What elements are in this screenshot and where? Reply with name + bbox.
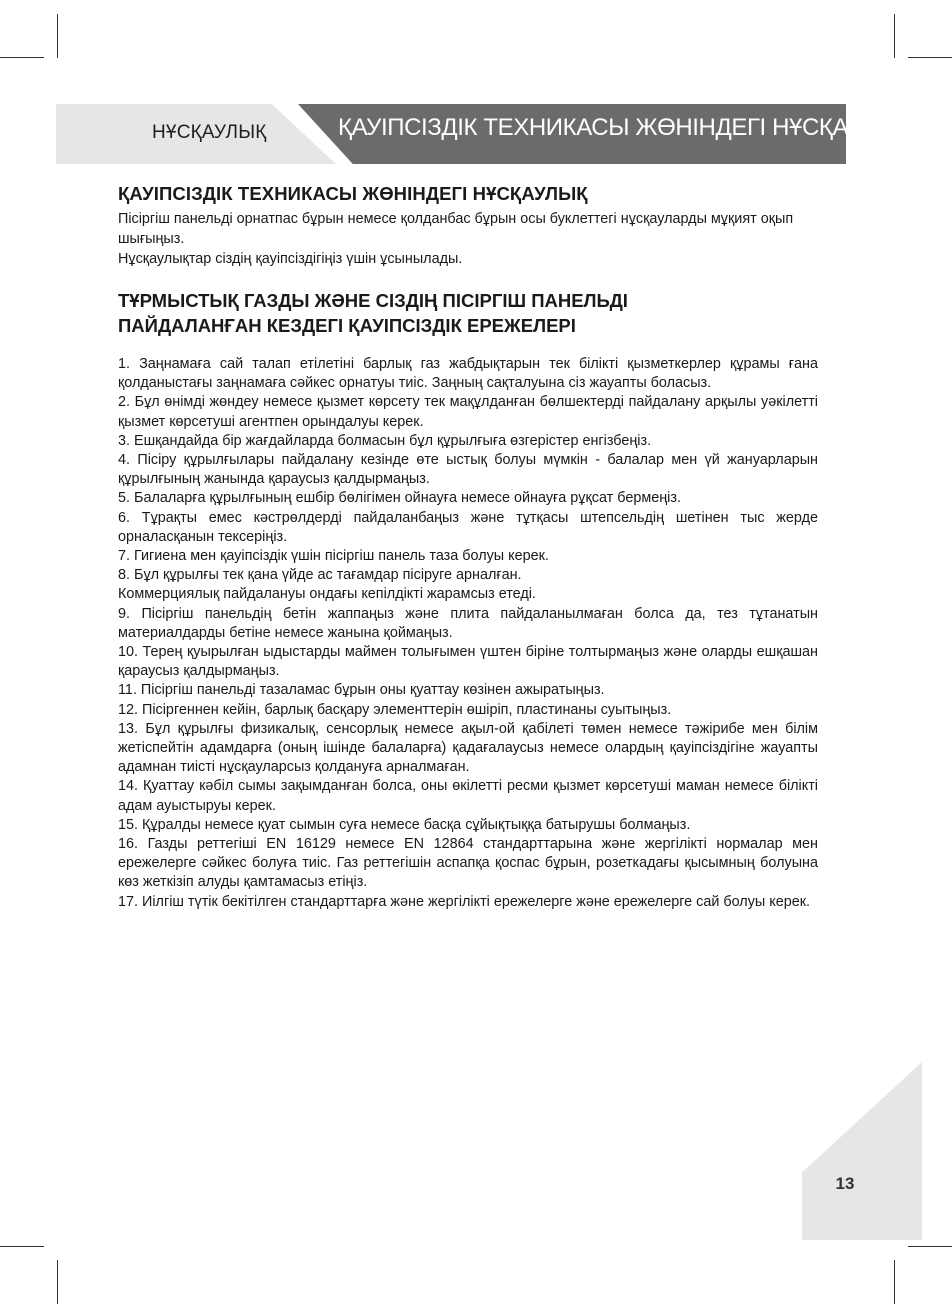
rules-heading-line: ТҰРМЫСТЫҚ ГАЗДЫ ЖӘНЕ СІЗДІҢ ПІСІРГІШ ПАНЕЛЬДІ xyxy=(118,290,628,311)
rule-item: 17. Иілгіш түтік бекітілген стандарттарға және жергілікті ережелерге және ережелерге сай болуы керек. xyxy=(118,893,810,910)
rules-heading-line: ПАЙДАЛАНҒАН КЕЗДЕГІ ҚАУІПСІЗДІК ЕРЕЖЕЛЕРІ xyxy=(118,315,576,336)
crop-mark xyxy=(894,1260,895,1304)
rule-item: 6. Тұрақты емес кәстрөлдерді пайдаланбаңыз және тұтқасы штепсельдің шетінен тыс жерде орналасқанын тексеріңіз. xyxy=(118,509,818,545)
rule-item: 15. Құралды немесе қуат сымын суға немесе басқа сұйықтыққа батырушы болмаңыз. xyxy=(118,816,691,833)
rule-item: 16. Газды реттегіші EN 16129 немесе EN 12864 стандарттарына және жергілікті нормалар мен ережелерге сәйкес болуға тиіс. Газ реттегішін аспапқа қоспас бұрын, розеткадағы қысымның болуына көз жеткізіп алуды қамтамасыз етіңіз. xyxy=(118,836,818,891)
rule-item: 11. Пісіргіш панельді тазаламас бұрын оны қуаттау көзінен ажыратыңыз. xyxy=(118,682,605,699)
crop-mark xyxy=(57,14,58,58)
rule-item: 13. Бұл құрылғы физикалық, сенсорлық немесе ақыл-ой қабілеті төмен немесе тәжірибе мен білім жетіспейтін адамдарға (оның ішінде балаларға) қадағалаусыз немесе олардың қауіпсіздігіне жауапты адамнан тиісті нұсқауларсыз қолдануға арналмаған. xyxy=(118,720,818,776)
crop-mark xyxy=(0,57,44,58)
rule-item: 10. Терең қуырылған ыдыстарды маймен толығымен үштен біріне толтырмаңыз және оларды ешқашан қараусыз қалдырмаңыз. xyxy=(118,644,818,680)
rule-item: Коммерциялық пайдалануы ондағы кепілдікті жарамсыз етеді. xyxy=(118,586,536,603)
rule-item: 3. Ешқандайда бір жағдайларда болмасын бұл құрылғыға өзгерістер енгізбеңіз. xyxy=(118,432,652,449)
rule-item: 4. Пісіру құрылғылары пайдалану кезінде өте ыстық болуы мүмкін - балалар мен үй жануарларын құрылғының жанында қараусыз қалдырмаңыз. xyxy=(118,452,818,488)
rule-item: 9. Пісіргіш панельдің бетін жаппаңыз және плита пайдаланылмаған болса да, тез тұтанатын материалдарды бетіне немесе жанына қоймаңыз. xyxy=(118,605,818,641)
chapter-title: ҚАУІПСІЗДІК ТЕХНИКАСЫ ЖӨНІНДЕГІ НҰСҚАУЛЫҚ xyxy=(338,114,911,141)
crop-mark xyxy=(908,1246,952,1247)
intro-heading: ҚАУІПСІЗДІК ТЕХНИКАСЫ ЖӨНІНДЕГІ НҰСҚАУЛЫҚ xyxy=(118,183,588,204)
crop-mark xyxy=(894,14,895,58)
rule-item: 12. Пісіргеннен кейін, барлық басқару элементтерін өшіріп, пластинаны суытыңыз. xyxy=(118,701,672,718)
rule-item: 7. Гигиена мен қауіпсіздік үшін пісіргіш панель таза болуы керек. xyxy=(118,548,549,565)
page-content xyxy=(118,183,818,912)
crop-mark xyxy=(57,1260,58,1304)
rule-item: 2. Бұл өнімді жөндеу немесе қызмет көрсету тек мақұлданған бөлшектерді пайдалану арқылы уәкілетті қызмет көрсетуші агентпен орындалуы керек. xyxy=(118,394,818,430)
crop-mark xyxy=(908,57,952,58)
rule-item: 5. Балаларға құрылғының ешбір бөлігімен ойнауға немесе ойнауға рұқсат бермеңіз. xyxy=(118,490,681,507)
page-corner xyxy=(802,1062,922,1240)
rules-list xyxy=(118,355,818,912)
rule-item: 1. Заңнамаға сай талап етілетіні барлық газ жабдықтарын тек білікті қызметкерлер құрамы ғана қолданыстағы заңнамаға сәйкес орнатуы тиіс. Заңның сақталуына сіз жауапты боласыз. xyxy=(118,356,818,392)
section-tab-label: НҰСҚАУЛЫҚ xyxy=(152,122,267,143)
rule-item: 14. Қуаттау кәбіл сымы зақымданған болса, оны өкілетті ресми қызмет көрсетуші маман немесе білікті адам ауыстыруы керек. xyxy=(118,778,818,814)
crop-mark xyxy=(0,1246,44,1247)
rule-item: 8. Бұл құрылғы тек қана үйде ас тағамдар пісіруге арналған. xyxy=(118,567,522,584)
page-number: 13 xyxy=(835,1174,855,1193)
rules-heading xyxy=(118,288,818,338)
intro-paragraph: Пісіргіш панельді орнатпас бұрын немесе қолданбас бұрын осы буклеттегі нұсқауларды мұқият оқып шығыңыз. xyxy=(118,211,794,247)
intro-paragraph: Нұсқаулықтар сіздің қауіпсіздігіңіз үшін ұсынылады. xyxy=(118,251,463,267)
